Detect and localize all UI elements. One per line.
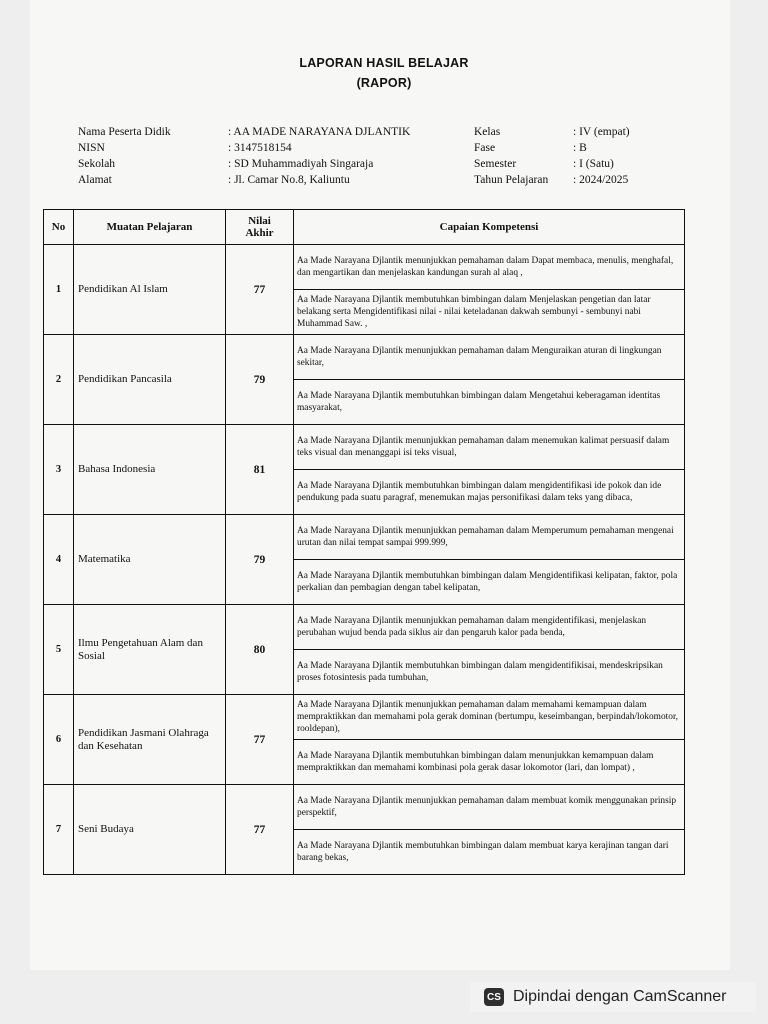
header-competency: Capaian Kompetensi [294, 210, 685, 245]
report-title: LAPORAN HASIL BELAJAR [299, 56, 469, 70]
header-score-line2: Akhir [245, 227, 274, 239]
final-score: 77 [226, 695, 294, 785]
table-row [44, 335, 685, 425]
camscanner-logo-icon: CS [484, 988, 504, 1006]
info-row [474, 140, 630, 156]
table-row [44, 605, 685, 695]
info-row [78, 172, 410, 188]
info-row [78, 156, 410, 172]
header-score-line1: Nilai [248, 215, 271, 227]
competency-needs-guidance: Aa Made Narayana Djlantik membutuhkan bimbingan dalam membuat karya kerajinan tangan dari barang bekas, [297, 841, 669, 863]
competency-strength: Aa Made Narayana Djlantik menunjukkan pemahaman dalam mengidentifikasi, menjelaskan perubahan wujud benda pada siklus air dan pengaruh kalor pada benda, [294, 605, 684, 650]
row-number: 1 [44, 245, 74, 335]
header-subject: Muatan Pelajaran [74, 210, 226, 245]
row-number: 2 [44, 335, 74, 425]
subject-name: Pendidikan Al Islam [74, 245, 226, 335]
info-label: Semester [474, 158, 517, 170]
final-score: 81 [226, 425, 294, 515]
final-score: 77 [226, 245, 294, 335]
final-score: 77 [226, 785, 294, 875]
competency-needs-guidance: Aa Made Narayana Djlantik membutuhkan bimbingan dalam Mengetahui keberagaman identitas masyarakat, [297, 391, 661, 413]
info-label: Sekolah [78, 158, 116, 170]
subject-name: Seni Budaya [74, 785, 226, 875]
info-value: : I (Satu) [573, 158, 614, 170]
row-number: 5 [44, 605, 74, 695]
subject-name: Pendidikan Pancasila [74, 335, 226, 425]
header-no: No [44, 210, 74, 245]
report-subtitle: (RAPOR) [356, 76, 412, 90]
info-row [474, 124, 630, 140]
final-score: 80 [226, 605, 294, 695]
subject-name: Bahasa Indonesia [74, 425, 226, 515]
competency-strength: Aa Made Narayana Djlantik menunjukkan pemahaman dalam membuat komik menggunakan prinsip perspektif, [294, 785, 684, 830]
final-score: 79 [226, 515, 294, 605]
info-value: : 2024/2025 [573, 174, 629, 186]
competency-cell [294, 335, 685, 425]
table-row [44, 695, 685, 785]
info-value: : AA MADE NARAYANA DJLANTIK [228, 126, 411, 138]
info-label: Kelas [474, 126, 501, 138]
competency-needs-guidance: Aa Made Narayana Djlantik membutuhkan bimbingan dalam menunjukkan kemampuan dalam mempraktikkan dan memahami kombinasi pola gerak dasar lokomotor (lari, dan lompat) , [297, 751, 654, 773]
table-row [44, 245, 685, 335]
table-row [44, 425, 685, 515]
competency-needs-guidance: Aa Made Narayana Djlantik membutuhkan bimbingan dalam mengidentifikasi ide pokok dan ide pendukung pada suatu paragraf, menemukan majas personifikasi dalam teks yang dibaca, [297, 481, 662, 503]
info-label: Alamat [78, 174, 112, 186]
competency-needs-guidance: Aa Made Narayana Djlantik membutuhkan bimbingan dalam Mengidentifikasi kelipatan, faktor, pola perkalian dan pembagian dengan tabel kelipatan, [297, 571, 678, 593]
info-label: Fase [474, 142, 496, 154]
info-row [78, 124, 410, 140]
info-label: Nama Peserta Didik [78, 126, 171, 138]
competency-needs-guidance: Aa Made Narayana Djlantik membutuhkan bimbingan dalam mengidentifikisai, mendeskripsikan proses fotosintesis pada tumbuhan, [297, 661, 663, 683]
row-number: 6 [44, 695, 74, 785]
competency-cell [294, 605, 685, 695]
competency-cell [294, 695, 685, 785]
info-label: Tahun Pelajaran [474, 174, 549, 186]
row-number: 7 [44, 785, 74, 875]
competency-cell [294, 245, 685, 335]
competency-cell [294, 785, 685, 875]
table-row [44, 785, 685, 875]
info-row [78, 140, 410, 156]
competency-needs-guidance: Aa Made Narayana Djlantik membutuhkan bimbingan dalam Menjelaskan pengetian dan latar belakang serta Mengidentifikasi nilai - nilai keteladanan dakwah sembunyi - sembunyi nabi Muhammad Saw. , [297, 295, 651, 329]
info-value: : Jl. Camar No.8, Kaliuntu [228, 174, 350, 186]
student-info-right [474, 124, 630, 188]
student-info-left [78, 124, 410, 188]
table-row [44, 515, 685, 605]
info-value: : 3147518154 [228, 142, 292, 154]
competency-strength: Aa Made Narayana Djlantik menunjukkan pemahaman dalam menemukan kalimat persuasif dalam teks visual dan menanggapi isi teks visual, [294, 425, 684, 470]
table-header-row [44, 210, 685, 245]
row-number: 4 [44, 515, 74, 605]
info-label: NISN [78, 142, 105, 154]
info-value: : IV (empat) [573, 126, 630, 138]
subject-name: Matematika [74, 515, 226, 605]
competency-strength: Aa Made Narayana Djlantik menunjukkan pemahaman dalam Memperumum pemahaman mengenai urutan dan nilai tempat sampai 999.999, [294, 515, 684, 560]
info-value: : B [573, 142, 587, 154]
info-row [474, 172, 630, 188]
row-number: 3 [44, 425, 74, 515]
header-score [226, 210, 294, 245]
competency-strength: Aa Made Narayana Djlantik menunjukkan pemahaman dalam Dapat membaca, menulis, menghafal, dan mengartikan dan menjelaskan kandungan surah al alaq , [294, 245, 684, 290]
subject-name: Pendidikan Jasmani Olahraga dan Kesehatan [74, 695, 226, 785]
info-value: : SD Muhammadiyah Singaraja [228, 158, 374, 170]
competency-cell [294, 425, 685, 515]
info-row [474, 156, 630, 172]
final-score: 79 [226, 335, 294, 425]
competency-cell [294, 515, 685, 605]
grades-table [43, 209, 685, 875]
camscanner-label: Dipindai dengan CamScanner [513, 988, 727, 1005]
subject-name: Ilmu Pengetahuan Alam dan Sosial [74, 605, 226, 695]
camscanner-watermark [470, 982, 756, 1012]
competency-strength: Aa Made Narayana Djlantik menunjukkan pemahaman dalam Menguraikan aturan di lingkungan sekitar, [294, 335, 684, 380]
competency-strength: Aa Made Narayana Djlantik menunjukkan pemahaman dalam memahami kemampuan dalam mempraktikkan dan memahami pola gerak dominan (bertumpu, keseimbangan, berpindah/lokomotor, rooldepan), [294, 695, 684, 740]
